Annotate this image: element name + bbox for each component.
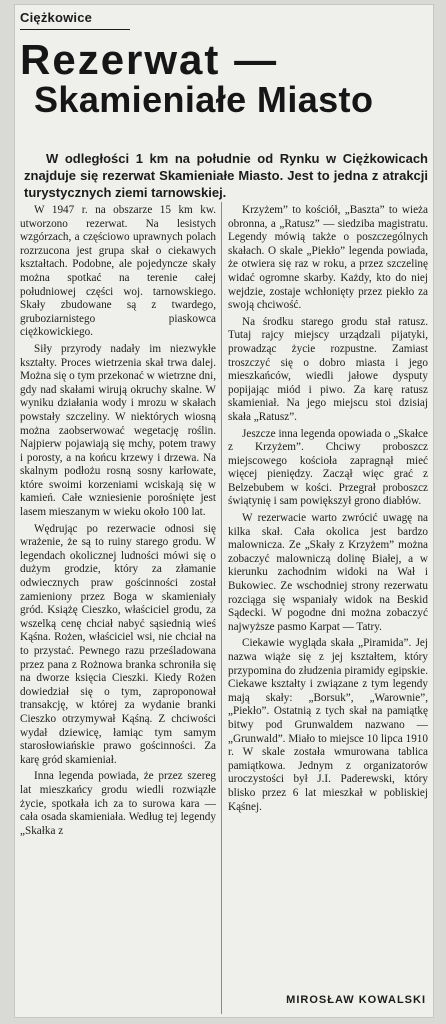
headline-line-1: Rezerwat —	[20, 36, 279, 83]
paragraph: Ciekawie wygląda skała „Piramida”. Jej nazwa wiąże się z jej kształtem, który przypomina do złudzenia piramidy egipskie. Ciekawe kształty i związane z tym legendy mają skały: „Borsuk”, „Warownie”, „Piekło”. Ostatnią z tych skał na pamiątkę bitwy pod Grunwaldem nazwano — „Grunwald”. Miało to miejsce 10 lipca 1910 r. W skale została wmurowana tablica pamiątkowa. Jednym z organizatorów uroczystości był J.I. Paderewski, który blisko przez 6 lat mieszkał w pobliskiej Kąśnej.	[228, 637, 428, 813]
paragraph: Wędrując po rezerwacie odnosi się wrażenie, że są to ruiny starego grodu. W legendach okolicznej ludności mówi się o dużym grodzie, który za złamanie odwiecznych praw gościnności został zamieniony przez Boga w skamieniały gród. Książę Cieszko, właściciel grodu, za wszelką cenę chciał nabyć sąsiednią wieś Kąśna. Rożen, właściciel wsi, nie chciał na to przystać. Pewnego razu prześladowana przez pana z Rożnowa branka schroniła się na dworze księcia Cieszki. Kiedy Rożen dowiedział się o tym, zaproponował transakcję, w której za wydanie branki Cieszko otrzymywał Kąśną. Z chciwości wydał dziewicę, łamiąc tym samym starosłowiańskie prawo gościnności. Za karę gród skamieniał.	[20, 522, 216, 766]
headline-line-2: Skamieniałe Miasto	[34, 79, 374, 121]
paragraph: Jeszcze inna legenda opowiada o „Skałce z Krzyżem”. Chciwy proboszcz miejscowego kościoła zapragnął mieć więcej pieniędzy. Zaczął więc grać z Belzebubem w kości. Przegrał proboszcz świątynię i sam powiększył grono diabłów.	[228, 427, 428, 508]
kicker-underline	[20, 29, 130, 30]
headline	[20, 36, 430, 121]
paragraph: Na środku starego grodu stał ratusz. Tutaj rajcy miejscy urządzali pijatyki, prowadząc życie rozpustne. Zamiast troszczyć się o dobro miasta i jego mieszkańców, wiedli jałowe dysputy popijając miód i piwo. Za karę ratusz skamieniał. Na jego miejscu stoi dzisiaj skała „Ratusz”.	[228, 315, 428, 423]
article-column-left	[20, 204, 216, 1012]
column-divider	[221, 202, 222, 1014]
article-column-right	[228, 204, 428, 984]
paragraph: W rezerwacie warto zwrócić uwagę na kilka skał. Cała okolica jest bardzo malownicza. Ze „Skały z Krzyżem” można zobaczyć malowniczą dolinę Białej, a w kierunku zachodnim widoki na Wał i Bukowiec. Ze wschodniej strony rezerwatu rozciąga się wspaniały widok na Beskid Sądecki. W pogodne dni można zobaczyć najwyższe pasmo Karpat — Tatry.	[228, 512, 428, 633]
lead-paragraph: W odległości 1 km na południe od Rynku w Ciężkowicach znajduje się rezerwat Skamieniałe Miasto. Jest to jedna z atrakcji turystycznych ziemi tarnowskiej.	[24, 151, 428, 200]
paragraph: Siły przyrody nadały im niezwykłe kształty. Proces wietrzenia skał trwa dalej. Można się o tym przekonać w wietrzne dni, gdy nad skałami wirują okruchy skalne. W wyniku działania wody i mrozu w skałach powstały szczeliny. W niektórych wiosną można zaobserwować wegetację roślin. Najpierw pojawiają się mchy, potem trawy i porosty, a na końcu krzewy i drzewa. Na skalnym podłożu rosną sosny karłowate, które swoimi korzeniami wciskają się w kamień. Całe wzniesienie porośnięte jest lasem mieszanym w wieku około 100 lat.	[20, 342, 216, 519]
paragraph: W 1947 r. na obszarze 15 km kw. utworzono rezerwat. Na lesistych wzgórzach, a częściowo uprawnych polach rozrzucona jest grupa skał o ciekawych kształtach. Podobne, ale pojedyncze skały można spotkać na terenie całej południowej części woj. tarnowskiego. Skały zbudowane są z twardego, gruboziarnistego piaskowca ciężkowickiego.	[20, 204, 216, 339]
author-byline: MIROSŁAW KOWALSKI	[286, 994, 426, 1006]
paragraph: Inna legenda powiada, że przez szereg lat mieszkańcy grodu wiedli rozwiązłe życie, spotkała ich za to surowa kara — cała osada skamieniała. Według tej legendy „Skałka z	[20, 770, 216, 837]
section-kicker: Ciężkowice	[20, 10, 93, 25]
newspaper-clipping	[14, 4, 434, 1018]
paragraph: Krzyżem” to kościół, „Baszta” to wieża obronna, a „Ratusz” — siedziba magistratu. Legendy mówią także o poszczególnych skałach. O skale „Piekło” legenda powiada, że otwiera się raz w roku, a przez szczelinę widać ogromne skarby. Każdy, kto do niej wejdzie, zostaje wchłonięty przez piekło za swoją chciwość.	[228, 204, 428, 312]
